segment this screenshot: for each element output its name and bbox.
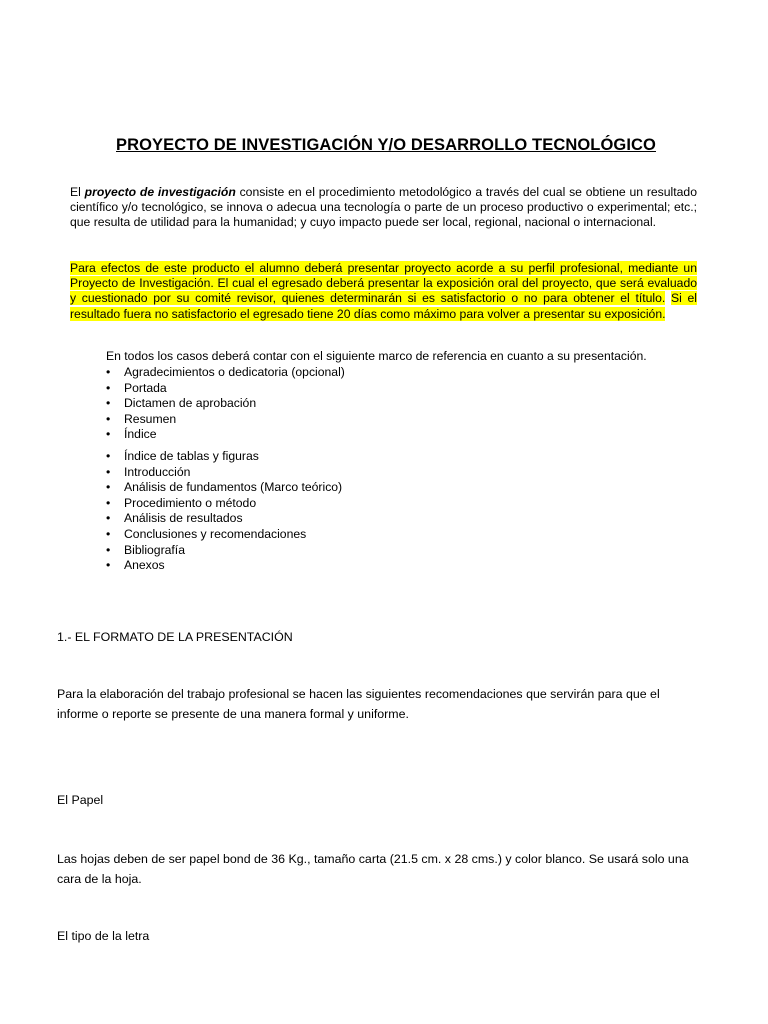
requirements-list-a (106, 365, 345, 443)
section-heading-font: El tipo de la letra (57, 929, 150, 943)
intro-rest: consiste en el procedimiento metodológico a través del cual se obtiene un resultado científico y/o tecnológico, se innova o adecua una tecnología o parte de un proceso productivo o experimental; etc.; que resulta de utilidad para la humanidad; y cuyo impacto puede ser local, regional, nacional o internacional. (70, 185, 697, 230)
list-item: • Bibliografía (106, 542, 185, 557)
list-item: • Índice de tablas y figuras (106, 449, 259, 463)
list-intro: En todos los casos deberá contar con el siguiente marco de referencia en cuanto a su presentación. (106, 349, 647, 363)
bullet-icon: • (106, 365, 111, 379)
section-format-text: Para la elaboración del trabajo profesional se hacen las siguientes recomendaciones que servirán para que el informe o reporte se presente de una manera formal y uniforme. (57, 687, 660, 721)
bullet-icon: • (106, 380, 111, 395)
bullet-icon: • (106, 480, 111, 495)
intro-lead: El (70, 185, 85, 199)
requirements-list-b (106, 449, 342, 574)
intro-emphasis: proyecto de investigación (84, 185, 236, 199)
highlighted-paragraph (70, 261, 697, 322)
list-item: • Análisis de resultados (106, 511, 243, 526)
document-title: PROYECTO DE INVESTIGACIÓN Y/O DESARROLLO TECNOLÓGICO (116, 136, 656, 154)
list-item: • Anexos (106, 558, 165, 573)
list-item: • Índice (106, 427, 157, 442)
list-item: • Portada (106, 380, 167, 395)
intro-paragraph (70, 185, 697, 231)
bullet-icon: • (106, 542, 111, 557)
bullet-icon: • (106, 558, 111, 573)
bullet-icon: • (106, 495, 111, 510)
list-item: • Introducción (106, 464, 191, 479)
bullet-icon: • (106, 526, 111, 541)
list-item: • Agradecimientos o dedicatoria (opcional) (106, 365, 345, 379)
list-item: • Conclusiones y recomendaciones (106, 526, 307, 541)
list-item: • Resumen (106, 411, 177, 426)
bullet-icon: • (106, 396, 111, 411)
section-paper-text: Las hojas deben de ser papel bond de 36 Kg., tamaño carta (21.5 cm. x 28 cms.) y color blanco. Se usará solo una cara de la hoja. (57, 852, 689, 886)
bullet-icon: • (106, 449, 111, 463)
bullet-icon: • (106, 411, 111, 426)
section-heading-paper: El Papel (57, 793, 104, 807)
section-heading-format: 1.- EL FORMATO DE LA PRESENTACIÓN (57, 630, 293, 644)
list-item: • Análisis de fundamentos (Marco teórico) (106, 480, 343, 495)
bullet-icon: • (106, 464, 111, 479)
bullet-icon: • (106, 427, 111, 442)
highlight-part-2: Si el resultado fuera no satisfactorio el egresado tiene 20 días como máximo para volver a presentar su exposición. (70, 291, 697, 321)
highlight-part-1: Para efectos de este producto el alumno deberá presentar proyecto acorde a su perfil profesional, mediante un Proyecto de Investigación. El cual el egresado deberá presentar la exposición oral del proyecto, que será evaluado y cuestionado por su comité revisor, quienes determinarán si es satisfactorio o no para obtener el título. (70, 261, 697, 306)
list-item: • Procedimiento o método (106, 495, 257, 510)
bullet-icon: • (106, 511, 111, 526)
list-item: • Dictamen de aprobación (106, 396, 257, 411)
